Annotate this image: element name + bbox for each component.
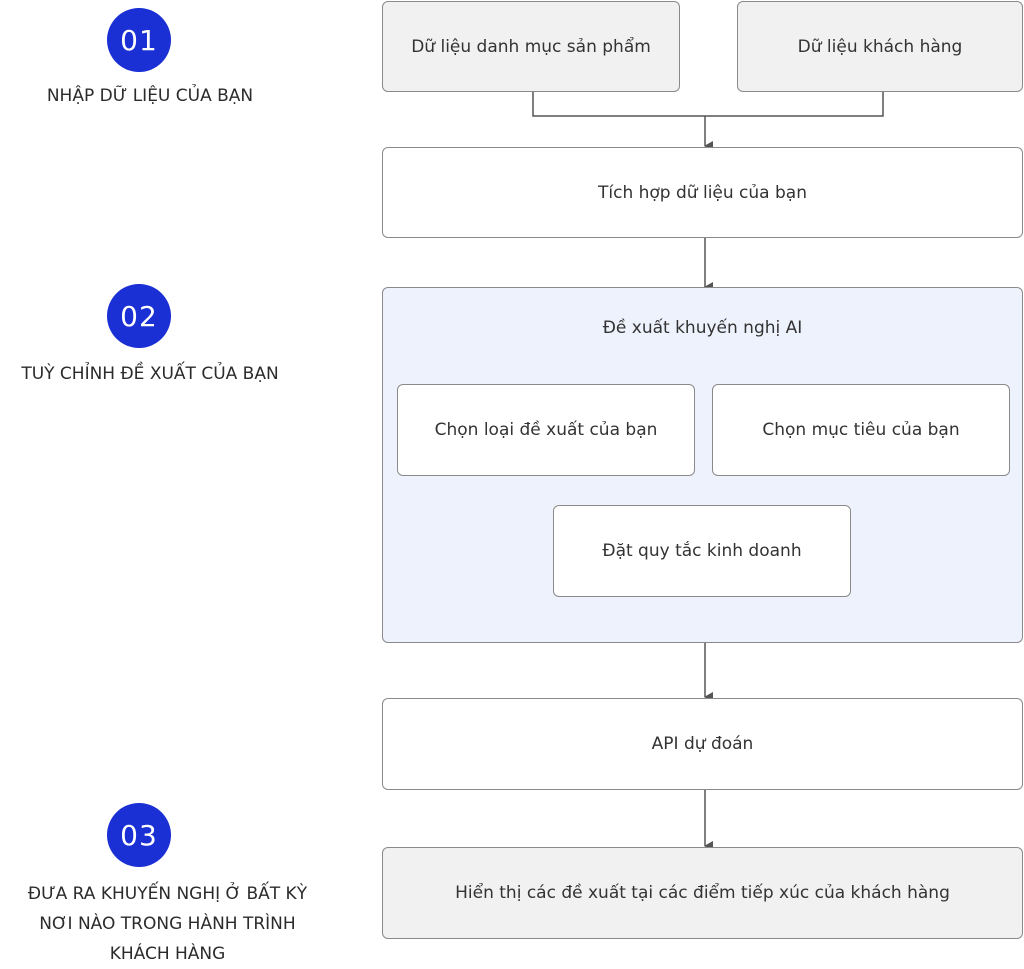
step-3-circle: 03	[107, 803, 171, 867]
step-1-circle: 01	[107, 8, 171, 72]
business-rules-box: Đặt quy tắc kinh doanh	[553, 505, 851, 597]
ai-panel-title: Đề xuất khuyến nghị AI	[602, 318, 803, 338]
prediction-api-box: API dự đoán	[382, 698, 1023, 790]
customer-data-box: Dữ liệu khách hàng	[737, 1, 1023, 92]
product-catalog-box: Dữ liệu danh mục sản phẩm	[382, 1, 680, 92]
integrate-data-box: Tích hợp dữ liệu của bạn	[382, 147, 1023, 238]
merge-connector	[533, 92, 883, 116]
display-recommendations-box: Hiển thị các đề xuất tại các điểm tiếp xúc của khách hàng	[382, 847, 1023, 939]
step-2-label: TUỲ CHỈNH ĐỀ XUẤT CỦA BẠN	[21, 364, 279, 384]
step-1-label: NHẬP DỮ LIỆU CỦA BẠN	[46, 86, 254, 106]
step-3-label: ĐƯA RA KHUYẾN NGHỊ Ở BẤT KỲ NƠI NÀO TRONG HÀNH TRÌNH KHÁCH HÀNG	[27, 884, 308, 964]
choose-type-box: Chọn loại đề xuất của bạn	[397, 384, 695, 476]
choose-goal-box: Chọn mục tiêu của bạn	[712, 384, 1010, 476]
step-2-circle: 02	[107, 284, 171, 348]
